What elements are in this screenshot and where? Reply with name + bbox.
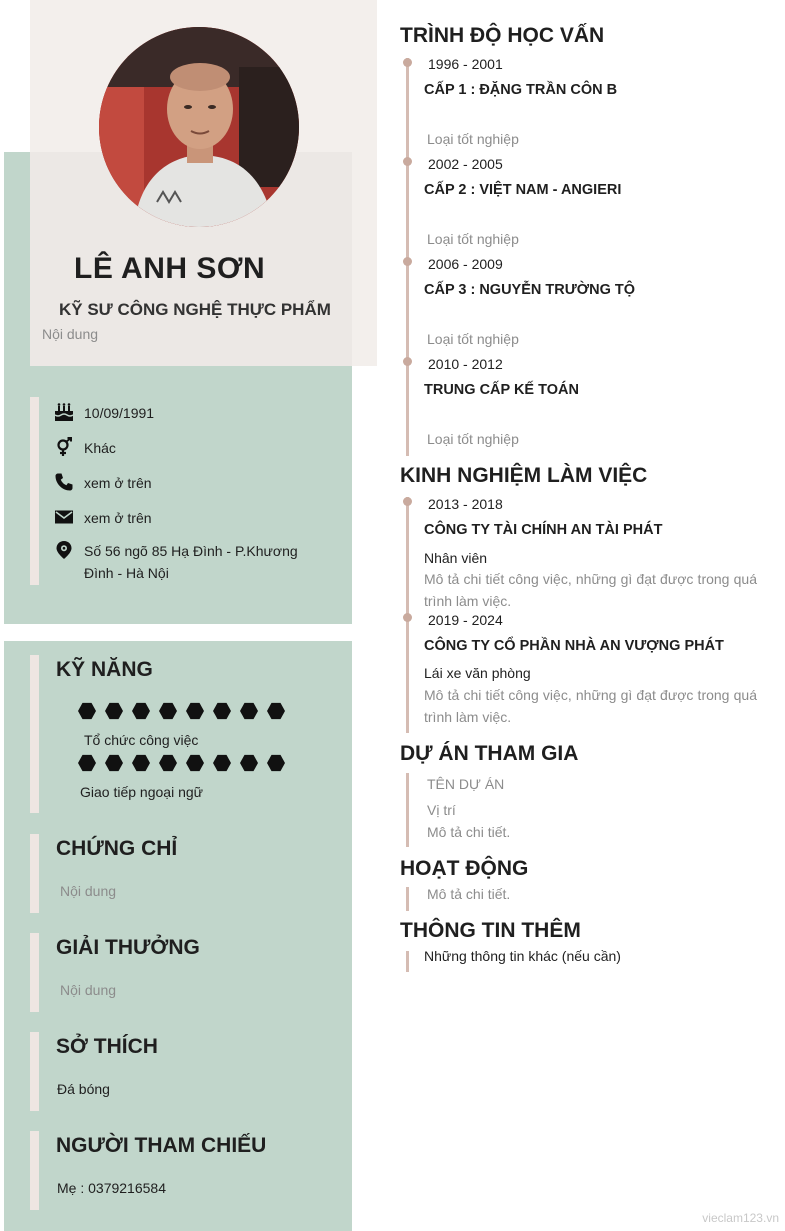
full-name: LÊ ANH SƠN <box>74 252 266 285</box>
activities-heading: HOẠT ĐỘNG <box>400 857 529 880</box>
experience-description-1: Mô tả chi tiết công việc, những gì đạt được trong quá trình làm việc. <box>424 571 757 609</box>
education-school-4: TRUNG CẤP KẾ TOÁN <box>424 382 579 398</box>
timeline-dot <box>403 613 412 622</box>
education-period-3: 2006 - 2009 <box>428 256 503 272</box>
location-icon <box>54 540 74 560</box>
education-grade-3: Loại tốt nghiệp <box>427 331 519 347</box>
address-line-1: Số 56 ngõ 85 Hạ Đình - P.Khương <box>84 543 298 559</box>
phone-icon <box>54 472 74 492</box>
rating-hexagon <box>78 754 96 772</box>
rating-hexagon <box>159 702 177 720</box>
address-text <box>84 540 298 584</box>
contact-phone <box>54 472 152 494</box>
activities-description: Mô tả chi tiết. <box>427 886 511 902</box>
education-period-2: 2002 - 2005 <box>428 156 503 172</box>
phone-text: xem ở trên <box>84 475 152 491</box>
rating-hexagon <box>159 754 177 772</box>
rating-hexagon <box>267 754 285 772</box>
rating-hexagon <box>213 754 231 772</box>
education-school-2: CẤP 2 : VIỆT NAM - ANGIERI <box>424 182 622 198</box>
experience-company-1: CÔNG TY TÀI CHÍNH AN TÀI PHÁT <box>424 522 663 538</box>
awards-accent-bar <box>30 933 39 1012</box>
experience-company-2: CÔNG TY CỔ PHẦN NHÀ AN VƯỢNG PHÁT <box>424 638 724 654</box>
rating-hexagon <box>132 754 150 772</box>
gender-icon <box>54 437 74 457</box>
education-grade-2: Loại tốt nghiệp <box>427 231 519 247</box>
references-heading: NGƯỜI THAM CHIẾU <box>56 1134 267 1157</box>
awards-text: Nội dung <box>60 982 117 998</box>
certificates-heading: CHỨNG CHỈ <box>56 837 178 860</box>
project-role: Vị trí <box>427 802 456 818</box>
experience-position-1: Nhân viên <box>424 550 488 566</box>
timeline-dot <box>403 497 412 506</box>
skills-heading: KỸ NĂNG <box>56 658 153 681</box>
awards-heading: GIẢI THƯỞNG <box>56 936 200 959</box>
contact-email <box>54 507 152 529</box>
hobbies-text: Đá bóng <box>57 1081 110 1097</box>
rating-hexagon <box>105 754 123 772</box>
timeline-dot <box>403 58 412 67</box>
avatar <box>99 27 299 227</box>
additional-bar <box>406 951 409 972</box>
skill-name-2: Giao tiếp ngoại ngữ <box>80 784 204 800</box>
project-description: Mô tả chi tiết. <box>427 824 511 840</box>
sidebar-top-gap <box>4 0 30 152</box>
experience-heading: KINH NGHIỆM LÀM VIỆC <box>400 464 648 487</box>
activities-bar <box>406 887 409 911</box>
profile-summary: Nội dung <box>42 326 99 342</box>
email-text: xem ở trên <box>84 510 152 526</box>
experience-description-2: Mô tả chi tiết công việc, những gì đạt được trong quá trình làm việc. <box>424 687 757 725</box>
rating-hexagon <box>186 754 204 772</box>
education-grade-1: Loại tốt nghiệp <box>427 131 519 147</box>
education-grade-4: Loại tốt nghiệp <box>427 431 519 447</box>
hobbies-accent-bar <box>30 1032 39 1111</box>
education-school-1: CẤP 1 : ĐẶNG TRẦN CÔN B <box>424 82 618 98</box>
certificates-text: Nội dung <box>60 883 117 899</box>
email-icon <box>54 507 74 527</box>
experience-period-2: 2019 - 2024 <box>428 612 503 628</box>
contact-accent-bar <box>30 397 39 585</box>
rating-hexagon <box>105 702 123 720</box>
timeline-dot <box>403 257 412 266</box>
timeline-dot <box>403 357 412 366</box>
hobbies-heading: SỞ THÍCH <box>56 1035 158 1058</box>
avatar-photo <box>99 27 299 227</box>
contact-gender <box>54 437 116 459</box>
education-heading: TRÌNH ĐỘ HỌC VẤN <box>400 24 605 47</box>
watermark: vieclam123.vn <box>702 1211 779 1225</box>
timeline-dot <box>403 157 412 166</box>
education-period-4: 2010 - 2012 <box>428 356 503 372</box>
birthday-cake-icon <box>54 402 74 422</box>
contact-birthday <box>54 402 154 424</box>
rating-hexagon <box>186 702 204 720</box>
certificates-accent-bar <box>30 834 39 913</box>
gender-text: Khác <box>84 440 116 456</box>
projects-heading: DỰ ÁN THAM GIA <box>400 742 579 765</box>
rating-hexagon <box>213 702 231 720</box>
contact-address <box>54 540 298 584</box>
skill-name-1: Tổ chức công việc <box>84 732 199 748</box>
rating-hexagon <box>132 702 150 720</box>
additional-text: Những thông tin khác (nếu cần) <box>424 948 621 964</box>
references-accent-bar <box>30 1131 39 1210</box>
additional-heading: THÔNG TIN THÊM <box>400 919 581 942</box>
experience-period-1: 2013 - 2018 <box>428 496 503 512</box>
rating-hexagon <box>240 754 258 772</box>
address-line-2: Đình - Hà Nội <box>84 565 169 581</box>
education-period-1: 1996 - 2001 <box>428 56 503 72</box>
education-school-3: CẤP 3 : NGUYỄN TRƯỜNG TỘ <box>424 282 636 298</box>
birthday-text: 10/09/1991 <box>84 405 155 421</box>
experience-position-2: Lái xe văn phòng <box>424 665 531 681</box>
projects-bar <box>406 773 409 847</box>
job-title: KỸ SƯ CÔNG NGHỆ THỰC PHẨM <box>59 300 331 319</box>
references-text: Mẹ : 0379216584 <box>57 1180 166 1196</box>
rating-hexagon <box>267 702 285 720</box>
skills-accent-bar <box>30 655 39 813</box>
skill-rating-1 <box>78 702 285 720</box>
rating-hexagon <box>240 702 258 720</box>
rating-hexagon <box>78 702 96 720</box>
skill-rating-2 <box>78 754 285 772</box>
project-name: TÊN DỰ ÁN <box>427 776 505 792</box>
